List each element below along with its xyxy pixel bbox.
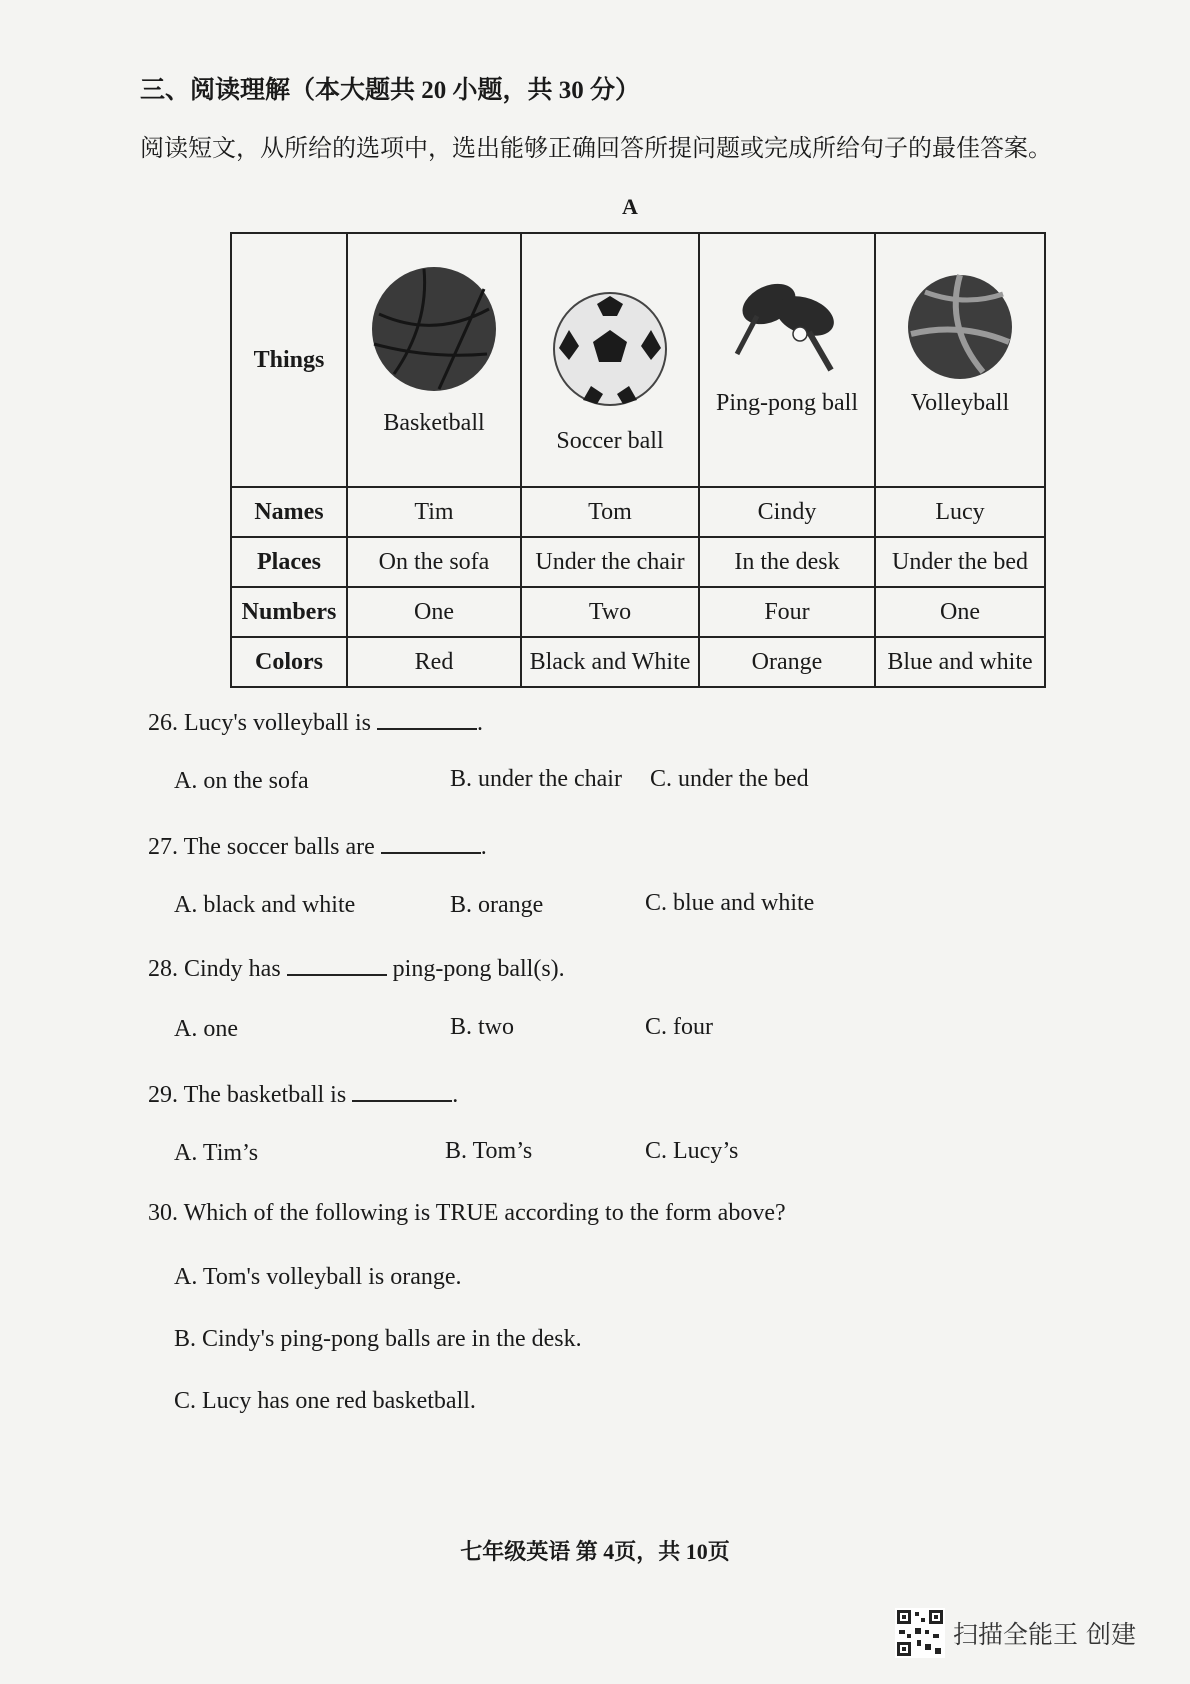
thing-label: Volleyball [910,390,1010,416]
question-text-end: . [480,834,487,860]
cell-number: One [347,587,521,637]
row-header-colors: Colors [231,637,347,687]
option-30-c[interactable]: C. Lucy has one red basketball. [174,1388,476,1414]
option-26-c[interactable]: C. under the bed [650,766,809,792]
cell-number: Four [699,587,875,637]
option-29-c[interactable]: C. Lucy’s [645,1138,739,1164]
thing-label: Ping-pong ball [716,390,858,416]
cell-color: Red [347,637,521,687]
section-instructions: 阅读短文，从所给的选项中，选出能够正确回答所提问题或完成所给句子的最佳答案。 [140,136,1052,162]
option-28-c[interactable]: C. four [645,1014,713,1040]
option-28-a[interactable]: A. one [174,1016,238,1042]
cell-place: Under the chair [521,537,699,587]
option-30-b[interactable]: B. Cindy's ping-pong balls are in the desk. [174,1326,582,1352]
ping-pong-paddles-icon [727,274,847,384]
answer-blank [381,832,481,854]
thing-label: Basketball [383,410,485,436]
scanner-watermark [895,1608,1136,1658]
answer-blank [287,954,387,976]
question-26 [148,708,483,737]
cell-color: Orange [699,637,875,687]
thing-cell-basketball [347,233,521,487]
cell-color: Blue and white [875,637,1045,687]
row-header-places: Places [231,537,347,587]
page-footer: 七年级英语 第 4页，共 10页 [460,1539,730,1564]
soccer-ball-icon [551,290,669,408]
question-text-end: . [476,710,483,736]
question-text: 26. Lucy's volleyball is [148,710,377,736]
volleyball-icon [905,272,1015,382]
cell-number: Two [521,587,699,637]
row-header-numbers: Numbers [231,587,347,637]
thing-cell-soccer-ball [521,233,699,487]
question-30 [148,1200,786,1227]
question-27 [148,832,487,861]
thing-cell-ping-pong-ball [699,233,875,487]
question-28 [148,954,565,983]
numbers-row [231,587,1045,637]
question-text: 30. Which of the following is TRUE according to the form above? [148,1200,786,1226]
cell-name: Lucy [875,487,1045,537]
cell-name: Cindy [699,487,875,537]
cell-number: One [875,587,1045,637]
places-row [231,537,1045,587]
question-text-end: ping-pong ball(s). [386,956,565,982]
qr-code-icon [895,1608,945,1658]
option-26-a[interactable]: A. on the sofa [174,768,309,794]
question-29 [148,1080,458,1109]
option-29-b[interactable]: B. Tom’s [445,1138,533,1164]
section-heading: 三、阅读理解（本大题共 20 小题，共 30 分） [140,77,641,104]
scanner-label: 扫描全能王 创建 [953,1620,1136,1649]
basketball-icon [369,264,499,394]
question-text: 29. The basketball is [148,1082,353,1108]
question-text: 27. The soccer balls are [148,834,381,860]
passage-label: A [622,194,638,219]
row-header-things: Things [231,233,347,487]
thing-cell-volleyball [875,233,1045,487]
cell-name: Tom [521,487,699,537]
option-29-a[interactable]: A. Tim’s [174,1140,259,1166]
names-row [231,487,1045,537]
cell-place: In the desk [699,537,875,587]
cell-place: On the sofa [347,537,521,587]
info-table [230,232,1046,688]
option-28-b[interactable]: B. two [450,1014,515,1040]
cell-place: Under the bed [875,537,1045,587]
row-header-names: Names [231,487,347,537]
answer-blank [352,1080,452,1102]
option-27-b[interactable]: B. orange [450,892,544,918]
option-27-a[interactable]: A. black and white [174,892,356,918]
cell-color: Black and White [521,637,699,687]
question-text-end: . [452,1082,459,1108]
option-26-b[interactable]: B. under the chair [450,766,622,792]
option-27-c[interactable]: C. blue and white [645,890,815,916]
cell-name: Tim [347,487,521,537]
question-text: 28. Cindy has [148,956,287,982]
thing-label: Soccer ball [556,428,664,454]
things-row [231,233,1045,487]
option-30-a[interactable]: A. Tom's volleyball is orange. [174,1264,462,1290]
colors-row [231,637,1045,687]
answer-blank [377,708,477,730]
